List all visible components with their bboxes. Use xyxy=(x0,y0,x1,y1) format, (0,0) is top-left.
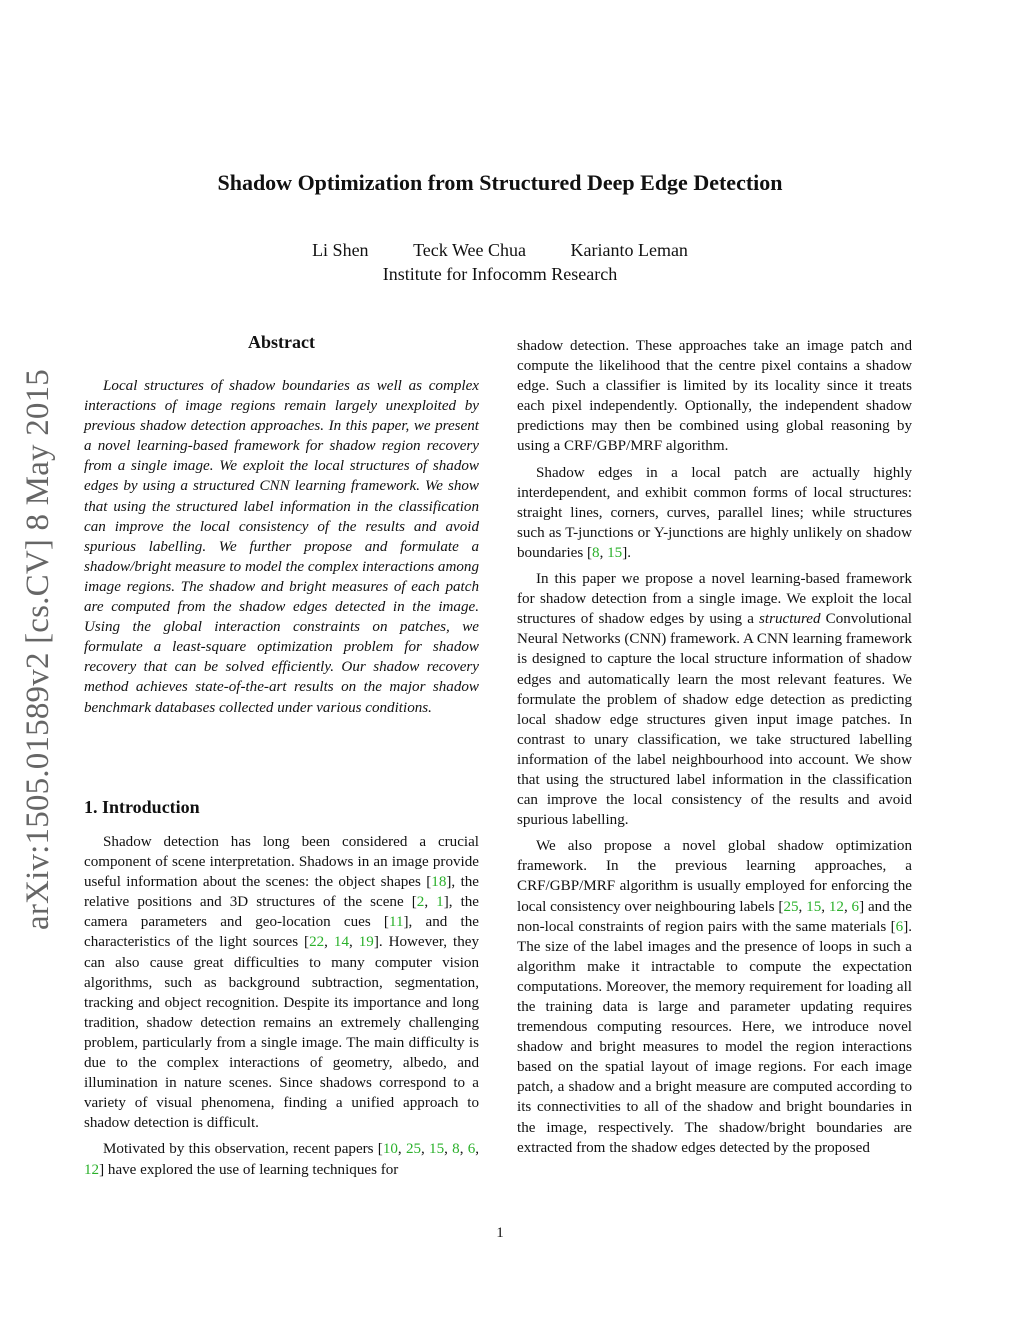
body-paragraph xyxy=(517,463,912,563)
body-paragraph xyxy=(84,1139,479,1179)
body-paragraph xyxy=(517,836,912,1158)
body-text: We also propose a novel global shadow optimization framework. In the previous learning approaches, a CRF/GBP/MRF algorithm is usually employed for enforcing the local consistency over neighbouring labels [ xyxy=(517,838,912,915)
citation-link[interactable]: 19 xyxy=(358,934,374,951)
citation-link[interactable]: 8 xyxy=(592,544,600,561)
body-text: ]. xyxy=(622,544,632,561)
citation-link[interactable]: 2 xyxy=(416,894,425,911)
body-text: , xyxy=(821,898,829,915)
body-text: ]. However, they can also cause great difficulties to many computer vision algorithms, such as background subtraction, segmentation, tracking and object recognition. Despite its importance and long tradition, shadow detection remains an extremely challenging problem, particularly from a single image. The main difficulty is due to the complex interactions of geometry, albedo, and illumination in nature scenes. Since shadows correspond to a variety of visual phenomena, finding a unified approach to shadow detection is difficult. xyxy=(84,934,480,1132)
citation-link[interactable]: 15 xyxy=(806,898,822,915)
citation-link[interactable]: 11 xyxy=(388,914,404,931)
body-text: Motivated by this observation, recent papers [ xyxy=(103,1141,383,1158)
body-text: , xyxy=(798,898,807,915)
citation-link[interactable]: 25 xyxy=(405,1141,422,1158)
body-text: structured xyxy=(759,611,821,628)
page-number: 1 xyxy=(496,1225,504,1241)
section-heading-introduction: 1. Introduction xyxy=(84,797,200,817)
body-text: ], and the characteristics of the light sources [ xyxy=(84,914,479,951)
body-text: , xyxy=(843,898,852,915)
body-text: In this paper we propose a novel learning-based framework for shadow detection from a single image. We exploit the local structures of shadow edges by using a xyxy=(517,571,912,628)
citation-link[interactable]: 6 xyxy=(895,918,904,935)
citation-link[interactable]: 25 xyxy=(783,898,799,915)
body-text: , xyxy=(324,934,334,951)
body-text: shadow detection. These approaches take an image patch and compute the likelihood that the centre pixel contains a shadow edge. Such a classifier is limited by its locality since it treats each pixel independently. Optionally, the independent shadow predictions may then be combined using global reasoning by using a CRF/GBP/MRF algorithm. xyxy=(517,338,912,455)
body-text: , xyxy=(459,1141,468,1158)
body-text: Shadow detection has long been considered a crucial component of scene interpretation. Shadows in an image provide useful information about the scenes: the object shapes [ xyxy=(84,834,479,891)
abstract-heading: Abstract xyxy=(248,332,315,352)
citation-link[interactable]: 22 xyxy=(309,934,325,951)
citation-link[interactable]: 6 xyxy=(851,898,860,915)
body-text: ] and the non-local constraints of region pairs with the same materials [ xyxy=(517,898,913,935)
citation-link[interactable]: 10 xyxy=(382,1141,398,1158)
body-text: ] have explored the use of learning techniques for xyxy=(99,1161,399,1178)
citation-link[interactable]: 15 xyxy=(607,544,623,561)
body-text: , xyxy=(397,1141,406,1158)
body-text: , xyxy=(421,1141,430,1158)
introduction-right-column xyxy=(517,336,912,1158)
body-text: , xyxy=(475,1141,480,1158)
citation-link[interactable]: 1 xyxy=(436,894,444,911)
citation-link[interactable]: 18 xyxy=(431,874,447,891)
arxiv-identifier: arXiv:1505.01589v2 [cs.CV] 8 May 2015 xyxy=(20,368,56,930)
citation-link[interactable]: 15 xyxy=(429,1141,445,1158)
body-text: ], the camera parameters and geo-location cues [ xyxy=(84,894,480,931)
body-text: , xyxy=(349,934,359,951)
citation-link[interactable]: 8 xyxy=(452,1141,460,1158)
body-text: ]. The size of the label images and the presence of loops in such a algorithm make it intractable to compute the expectation computations. Moreover, the memory requirement for loading all the training data is large and parameter updating requires tremendous computing resources. Here, we introduce novel shadow and bright measures to model the region interactions based on the spatial layout of image regions. For each image patch, a shadow and a bright measure are computed according to its connectivities to all of the shadow and bright boundaries in the image, respectively. The shadow/bright boundaries are extracted from the shadow edges detected by the proposed xyxy=(517,918,912,1156)
body-text: ], the relative positions and 3D structures of the scene [ xyxy=(84,874,480,911)
introduction-left-column xyxy=(84,832,479,1180)
abstract-body xyxy=(84,376,479,718)
body-text: Shadow edges in a local patch are actually highly interdependent, and exhibit common forms of local structures: straight lines, corners, curves, parallel lines; while structures such as T-junctions or Y-junctions are highly unlikely on shadow boundaries [ xyxy=(517,464,912,561)
body-text: , xyxy=(599,544,608,561)
affiliation: Institute for Infocomm Research xyxy=(382,264,618,284)
paper-title: Shadow Optimization from Structured Deep Edge Detection xyxy=(217,170,783,195)
author-name: Karianto Leman xyxy=(570,240,688,260)
author-name: Li Shen xyxy=(312,240,369,260)
author-list xyxy=(0,240,1000,261)
body-text: , xyxy=(444,1141,453,1158)
body-text: , xyxy=(424,894,437,911)
citation-link[interactable]: 12 xyxy=(84,1161,100,1178)
citation-link[interactable]: 14 xyxy=(333,934,349,951)
citation-link[interactable]: 6 xyxy=(467,1141,476,1158)
citation-link[interactable]: 12 xyxy=(828,898,844,915)
body-paragraph xyxy=(84,832,479,1133)
body-paragraph xyxy=(517,569,912,830)
abstract-text: Local structures of shadow boundaries as well as complex interactions of image regions remain largely unexploited by previous shadow detection approaches. In this paper, we present a novel learning-based framework for shadow region recovery from a single image. We exploit the local structures of shadow edges by using a structured CNN learning framework. We show that using the structured label information in the classification can improve the local consistency of the results and avoid spurious labelling. We further propose and formulate a shadow/bright measure to model the complex interactions among image regions. The shadow and bright measures of each patch are computed from the shadow edges detected in the image. Using the global interaction constraints on patches, we formulate a least-square optimization problem for shadow recovery that can be solved efficiently. Our shadow recovery method achieves state-of-the-art results on the major shadow benchmark databases collected under various conditions. xyxy=(84,378,479,716)
body-text: Convolutional Neural Networks (CNN) framework. A CNN learning framework is designed to capture the local structure information of shadow edges and automatically learn the most relevant features. We formulate the problem of shadow edge detection as predicting local shadow edge structures given input image patches. In contrast to unary classification, we take structured labelling information of the label neighbourhood into account. We show that using the structured label information in the classification can improve the local consistency of the results and avoid spurious labelling. xyxy=(517,611,912,829)
body-paragraph xyxy=(517,336,912,457)
author-name: Teck Wee Chua xyxy=(413,240,526,260)
